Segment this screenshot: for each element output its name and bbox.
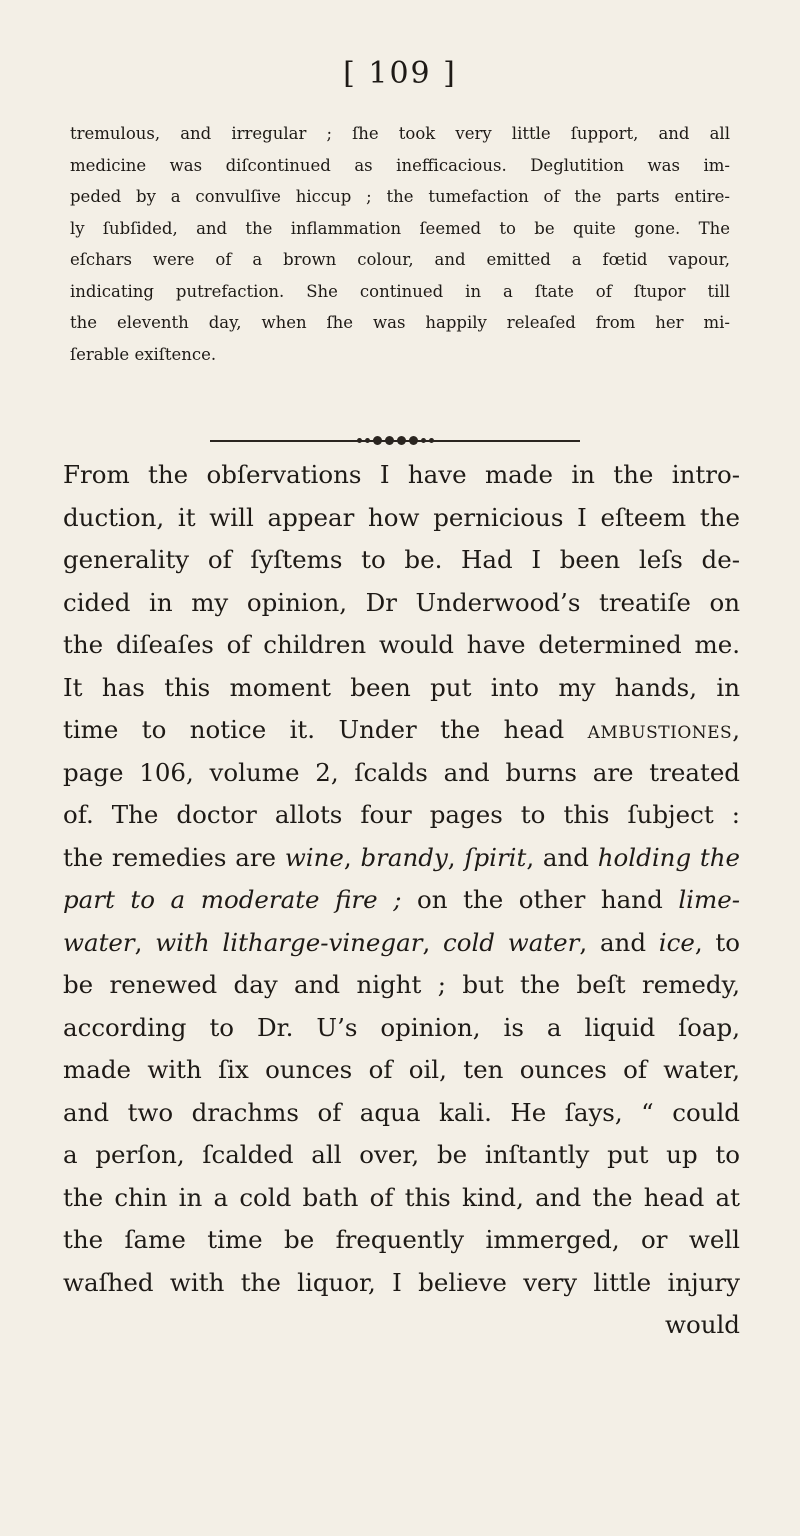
- italic-term: water: [63, 927, 135, 957]
- text-line: the eleventh day, when ſhe was happily releaſed from her mi-: [70, 313, 730, 332]
- text-line: waſhed with the liquor, I believe very little injury: [63, 1267, 740, 1297]
- text-line: peded by a convulſive hiccup ; the tumefaction of the parts entire-: [70, 187, 730, 206]
- text-line: the chin in a cold bath of this kind, and the head at: [63, 1182, 740, 1212]
- italic-term: with litharge-vinegar: [155, 927, 423, 957]
- divider-ornament-icon: [350, 433, 440, 447]
- ornamental-divider: [210, 436, 580, 446]
- text-run: , to: [694, 927, 740, 957]
- text-line: It has this moment been put into my hands, in: [63, 672, 740, 702]
- italic-term: brandy: [360, 842, 448, 872]
- text-run: on the other hand: [401, 885, 679, 914]
- text-line: and two drachms of aqua kali. He ſays, “ could: [63, 1097, 740, 1127]
- text-line: ſerable exiſtence.: [70, 344, 217, 364]
- text-line: generality of ſyſtems to be. Had I been leſs de-: [63, 545, 740, 574]
- italic-term: ſpirit: [464, 842, 527, 872]
- text-line: tremulous, and irregular ; ſhe took very little ſupport, and all: [70, 124, 730, 143]
- text-line: From the obſervations I have made in the intro-: [63, 460, 740, 489]
- italic-term: cold water: [443, 927, 580, 957]
- text-line: indicating putrefaction. She continued in a ſtate of ſtupor till: [70, 281, 730, 301]
- text-run: time to notice it. Under the head: [63, 715, 588, 744]
- italic-term: lime-: [678, 885, 740, 914]
- text-line: duction, it will appear how pernicious I eſteem the: [63, 502, 740, 532]
- text-run: , and: [526, 842, 598, 872]
- italic-term: holding the: [597, 842, 741, 872]
- text-run: ,: [732, 715, 740, 744]
- text-line: according to Dr. U’s opinion, is a liquid ſoap,: [63, 1012, 740, 1042]
- text-run: ,: [447, 842, 465, 872]
- page-number: [ 109 ]: [343, 56, 457, 91]
- main-paragraph: [63, 454, 740, 1347]
- text-run: the remedies are: [63, 842, 285, 872]
- text-line: [63, 922, 740, 965]
- text-line: the diſeaſes of children would have determined me.: [63, 630, 740, 659]
- text-run: ,: [134, 927, 156, 957]
- text-line: page 106, volume 2, ſcalds and burns are treated: [63, 757, 740, 787]
- catchword: would: [664, 1310, 740, 1339]
- italic-term: wine: [284, 842, 344, 872]
- text-line: [63, 837, 740, 880]
- text-line: ly ſubſided, and the inflammation ſeemed to be quite gone. The: [70, 218, 730, 238]
- text-run: , and: [579, 927, 659, 957]
- text-line: [63, 879, 740, 922]
- text-line: the ſame time be frequently immerged, or well: [63, 1225, 740, 1254]
- section-heading-ref: ambustiones: [587, 715, 733, 744]
- italic-term: part to a moderate fire ;: [63, 885, 402, 914]
- text-line: [63, 709, 740, 752]
- text-run: ,: [422, 927, 443, 957]
- text-line: be renewed day and night ; but the beſt remedy,: [63, 970, 740, 999]
- text-line: cided in my opinion, Dr Underwood’s treatiſe on: [63, 587, 740, 617]
- text-line: eſchars were of a brown colour, and emitted a fœtid vapour,: [70, 250, 730, 269]
- italic-term: ice: [658, 927, 695, 957]
- text-line: a perſon, ſcalded all over, be inſtantly put up to: [63, 1140, 740, 1169]
- text-line: made with ſix ounces of oil, ten ounces of water,: [63, 1055, 740, 1084]
- text-run: ,: [343, 842, 361, 872]
- case-report-paragraph: [70, 118, 730, 370]
- text-line: medicine was diſcontinued as inefficacious. Deglutition was im-: [70, 155, 730, 175]
- text-line: of. The doctor allots four pages to this ſubject :: [63, 800, 740, 829]
